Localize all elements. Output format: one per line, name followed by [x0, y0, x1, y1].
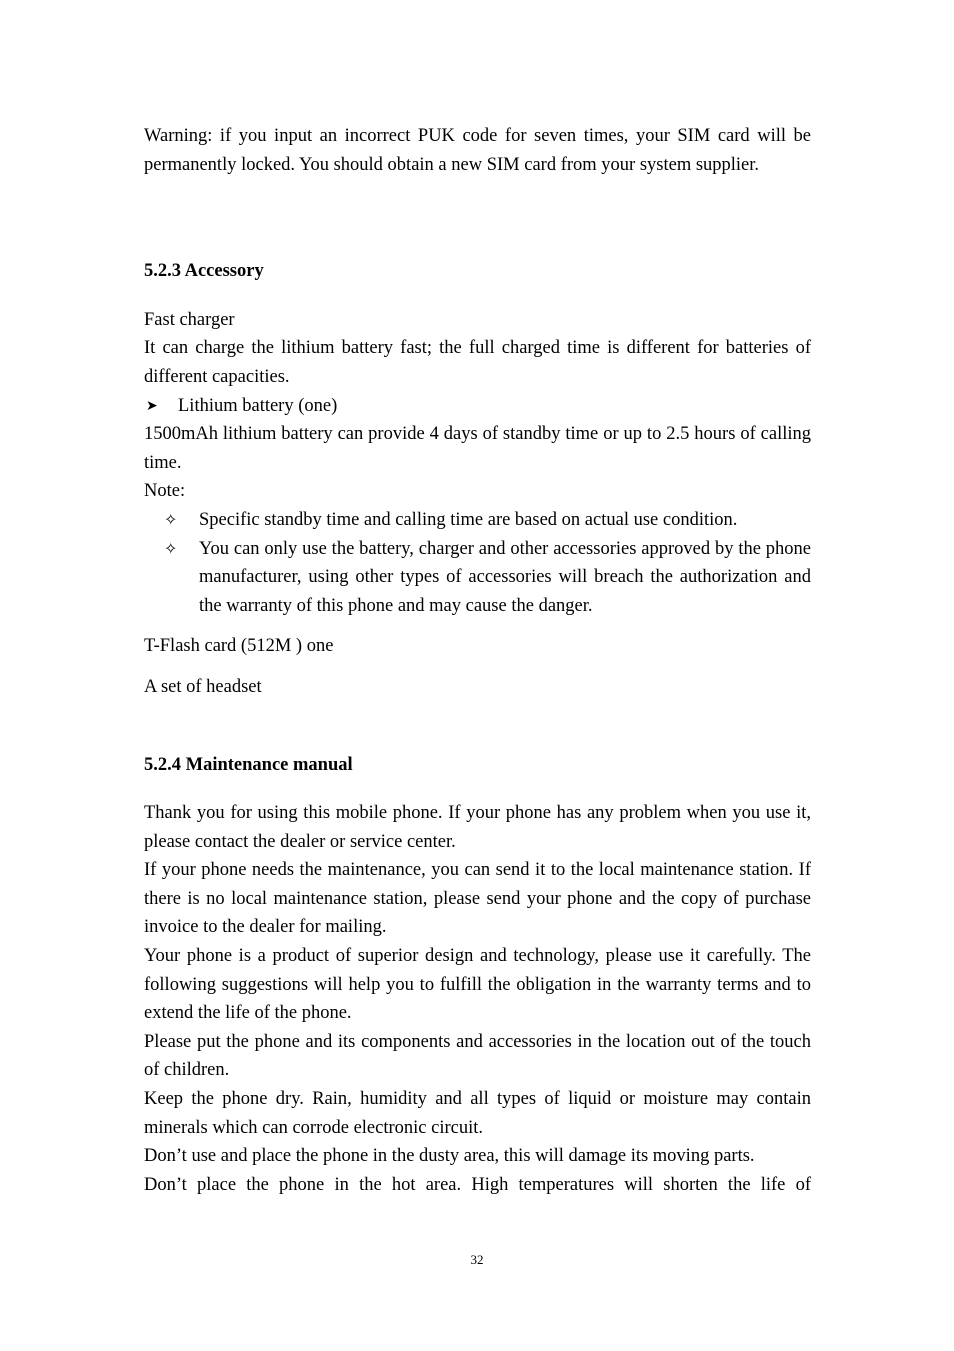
four-point-star-icon: ✧: [164, 538, 178, 558]
arrow-bullet-icon: ➤: [146, 397, 158, 414]
maintenance-paragraph: Keep the phone dry. Rain, humidity and all types of liquid or moisture may contain minerals which can corrode electronic circuit.: [144, 1089, 811, 1138]
note-list: [144, 506, 811, 620]
fast-charger-title: Fast charger: [144, 309, 235, 330]
maintenance-heading: 5.2.4 Maintenance manual: [144, 754, 353, 775]
maintenance-paragraph: Thank you for using this mobile phone. If your phone has any problem when you use it, please contact the dealer or service center.: [144, 803, 811, 852]
note-label: Note:: [144, 481, 186, 502]
maintenance-paragraph: If your phone needs the maintenance, you can send it to the local maintenance station. If there is no local maintenance station, please send your phone and the copy of purchase invoice to the dealer for mailing.: [144, 860, 811, 938]
page-content: [144, 122, 811, 1199]
note-text: You can only use the battery, charger and other accessories approved by the phone manufacturer, using other types of accessories will breach the authorization and the warranty of this phone and may cause the danger.: [199, 538, 811, 616]
accessory-heading: 5.2.3 Accessory: [144, 261, 264, 282]
note-text: Specific standby time and calling time are based on actual use condition.: [199, 509, 738, 530]
battery-title: Lithium battery (one): [178, 395, 338, 416]
headset: A set of headset: [144, 676, 262, 697]
maintenance-paragraph: Please put the phone and its components and accessories in the location out of the touch of children.: [144, 1031, 811, 1081]
four-point-star-icon: ✧: [164, 509, 178, 529]
maintenance-paragraph: Don’t place the phone in the hot area. High temperatures will shorten the life of: [144, 1174, 811, 1195]
puk-warning: Warning: if you input an incorrect PUK code for seven times, your SIM card will be permanently locked. You should obtain a new SIM card from your system supplier.: [144, 126, 811, 175]
maintenance-paragraph: Don’t use and place the phone in the dusty area, this will damage its moving parts.: [144, 1146, 755, 1167]
maintenance-paragraph: Your phone is a product of superior design and technology, please use it carefully. The following suggestions will help you to fulfill the obligation in the warranty terms and to extend the life of the phone.: [144, 946, 811, 1024]
fast-charger-text: It can charge the lithium battery fast; the full charged time is different for batteries of different capacities.: [144, 338, 811, 387]
tflash-card: T-Flash card (512M ) one: [144, 636, 334, 657]
page-number: 32: [470, 1252, 484, 1267]
list-item: [164, 535, 811, 621]
battery-text: 1500mAh lithium battery can provide 4 days of standby time or up to 2.5 hours of calling time.: [144, 424, 811, 473]
list-item: [164, 506, 811, 535]
battery-bullet-item: [144, 392, 811, 421]
